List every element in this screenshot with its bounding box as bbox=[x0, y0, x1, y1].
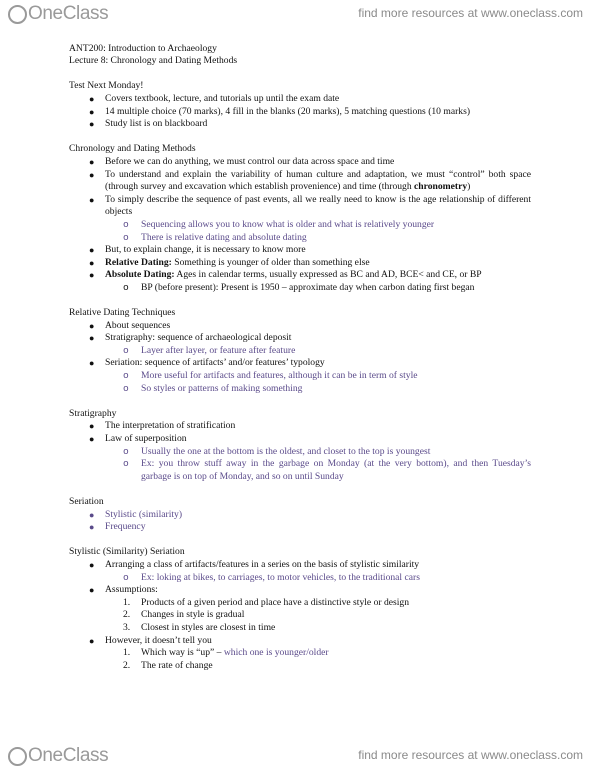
numbered-item: 2. The rate of change bbox=[123, 659, 213, 671]
bullet-icon: ● bbox=[89, 358, 95, 369]
section-heading: Relative Dating Techniques bbox=[69, 307, 176, 319]
bullet-icon: ● bbox=[89, 320, 95, 331]
bullet-icon: ● bbox=[89, 169, 95, 180]
bullet-item: ● Law of superposition bbox=[89, 433, 187, 444]
number-marker: 3. bbox=[123, 621, 131, 633]
sub-bullet-item: o Ex: loking at bikes, to carriages, to motor vehicles, to the traditional cars bbox=[123, 571, 420, 583]
number-marker: 2. bbox=[123, 659, 131, 671]
tagline-link[interactable]: find more resources at www.oneclass.com bbox=[358, 6, 583, 20]
sub-bullet-item: o So styles or patterns of making something bbox=[123, 382, 303, 394]
bullet-item: ● About sequences bbox=[89, 319, 171, 331]
numbered-item: 2. Changes in style is gradual bbox=[123, 609, 245, 621]
sub-bullet-item: o BP (before present): Present is 1950 – approximate day when carbon dating first began bbox=[123, 281, 475, 293]
bullet-item: ● To understand and explain the variability of human culture and adaptation, we must “control” both space (through survey and excavation which establish provenience) and time (through chronometry) bbox=[89, 168, 531, 193]
number-marker: 2. bbox=[123, 609, 131, 621]
course-title: ANT200: Introduction to Archaeology bbox=[69, 42, 217, 54]
circle-bullet-icon: o bbox=[123, 344, 129, 356]
section-heading: Test Next Monday! bbox=[69, 80, 144, 92]
bullet-item: ● Covers textbook, lecture, and tutorials up until the exam date bbox=[89, 92, 340, 104]
bullet-icon: ● bbox=[89, 257, 95, 268]
bullet-item: ● Relative Dating: Something is younger of older than something else bbox=[89, 256, 370, 268]
number-marker: 1. bbox=[123, 596, 131, 608]
bullet-item: ● Before we can do anything, we must control our data across space and time bbox=[89, 155, 395, 167]
oneclass-logo-icon bbox=[8, 747, 27, 766]
bullet-item: ● Frequency bbox=[89, 521, 146, 533]
sub-bullet-item: o More useful for artifacts and features, although it can be in term of style bbox=[123, 370, 418, 382]
sub-bullet-item: o Layer after layer, or feature after feature bbox=[123, 344, 296, 356]
numbered-item: 1. Products of a given period and place have a distinctive style or design bbox=[123, 596, 410, 608]
numbered-item: 1. Which way is “up” – which one is younger/older bbox=[123, 647, 329, 659]
bullet-icon: ● bbox=[89, 106, 95, 117]
bullet-item: ● Study list is on blackboard bbox=[89, 118, 208, 130]
oneclass-logo-icon bbox=[8, 5, 27, 24]
sub-bullet-item: o Ex: you throw stuff away in the garbage on Monday (at the very bottom), and then Tuesday’s garbage is on top of Monday, and so on until Sunday bbox=[123, 458, 531, 482]
bullet-icon: ● bbox=[89, 509, 95, 520]
logo-text: OneClass bbox=[28, 745, 109, 766]
top-banner bbox=[0, 0, 595, 30]
bullet-icon: ● bbox=[89, 156, 95, 167]
bullet-item: ● However, it doesn’t tell you bbox=[89, 634, 212, 646]
bullet-item: ● Stratigraphy: sequence of archaeological deposit bbox=[89, 332, 292, 344]
bullet-icon: ● bbox=[89, 119, 95, 130]
sub-bullet-item: o Usually the one at the bottom is the oldest, and closet to the top is youngest bbox=[123, 445, 431, 457]
bottom-banner bbox=[0, 742, 595, 770]
oneclass-logo[interactable] bbox=[8, 745, 108, 767]
circle-bullet-icon: o bbox=[123, 571, 129, 583]
sub-bullet-item: o There is relative dating and absolute dating bbox=[123, 231, 307, 243]
bullet-item: ● Assumptions: bbox=[89, 584, 158, 596]
bullet-icon: ● bbox=[89, 421, 95, 432]
number-marker: 1. bbox=[123, 647, 131, 659]
bullet-icon: ● bbox=[89, 522, 95, 533]
logo-text: OneClass bbox=[28, 3, 109, 24]
bullet-item: ● To simply describe the sequence of past events, all we really need to know is the age relationship of different objects bbox=[89, 193, 531, 218]
circle-bullet-icon: o bbox=[123, 218, 129, 230]
circle-bullet-icon: o bbox=[123, 445, 129, 457]
document-body bbox=[69, 30, 531, 672]
section-heading: Stylistic (Similarity) Seriation bbox=[69, 546, 185, 558]
bullet-item: ● Absolute Dating: Ages in calendar terms, usually expressed as BC and AD, BCE< and CE, or BP bbox=[89, 269, 482, 281]
bullet-icon: ● bbox=[89, 434, 95, 444]
bullet-icon: ● bbox=[89, 194, 95, 205]
bullet-icon: ● bbox=[89, 585, 95, 596]
sub-bullet-item: o Sequencing allows you to know what is older and what is relatively younger bbox=[123, 218, 435, 230]
section-heading: Stratigraphy bbox=[69, 407, 117, 419]
bullet-icon: ● bbox=[89, 559, 95, 570]
oneclass-logo[interactable] bbox=[8, 3, 108, 25]
bullet-icon: ● bbox=[89, 635, 95, 646]
circle-bullet-icon: o bbox=[123, 231, 129, 243]
bullet-icon: ● bbox=[89, 270, 95, 281]
bullet-item: ● Arranging a class of artifacts/features in a series on the basis of stylistic similarity bbox=[89, 558, 420, 570]
bullet-item: ● The interpretation of stratification bbox=[89, 420, 236, 432]
circle-bullet-icon: o bbox=[123, 281, 129, 293]
circle-bullet-icon: o bbox=[123, 370, 129, 382]
bullet-icon: ● bbox=[89, 93, 95, 104]
circle-bullet-icon: o bbox=[123, 458, 129, 470]
section-heading: Seriation bbox=[69, 495, 104, 507]
section-heading: Chronology and Dating Methods bbox=[69, 143, 196, 155]
bullet-item: ● 14 multiple choice (70 marks), 4 fill in the blanks (20 marks), 5 matching questions (10 marks) bbox=[89, 105, 471, 117]
bullet-icon: ● bbox=[89, 333, 95, 344]
bullet-item: ● But, to explain change, it is necessary to know more bbox=[89, 244, 306, 256]
circle-bullet-icon: o bbox=[123, 382, 129, 394]
bullet-icon: ● bbox=[89, 245, 95, 256]
tagline-link[interactable]: find more resources at www.oneclass.com bbox=[358, 748, 583, 762]
numbered-item: 3. Closest in styles are closest in time bbox=[123, 621, 276, 633]
bullet-item: ● Seriation: sequence of artifacts’ and/or features’ typology bbox=[89, 357, 325, 369]
bullet-item: ● Stylistic (similarity) bbox=[89, 508, 183, 520]
lecture-title: Lecture 8: Chronology and Dating Methods bbox=[69, 55, 238, 67]
